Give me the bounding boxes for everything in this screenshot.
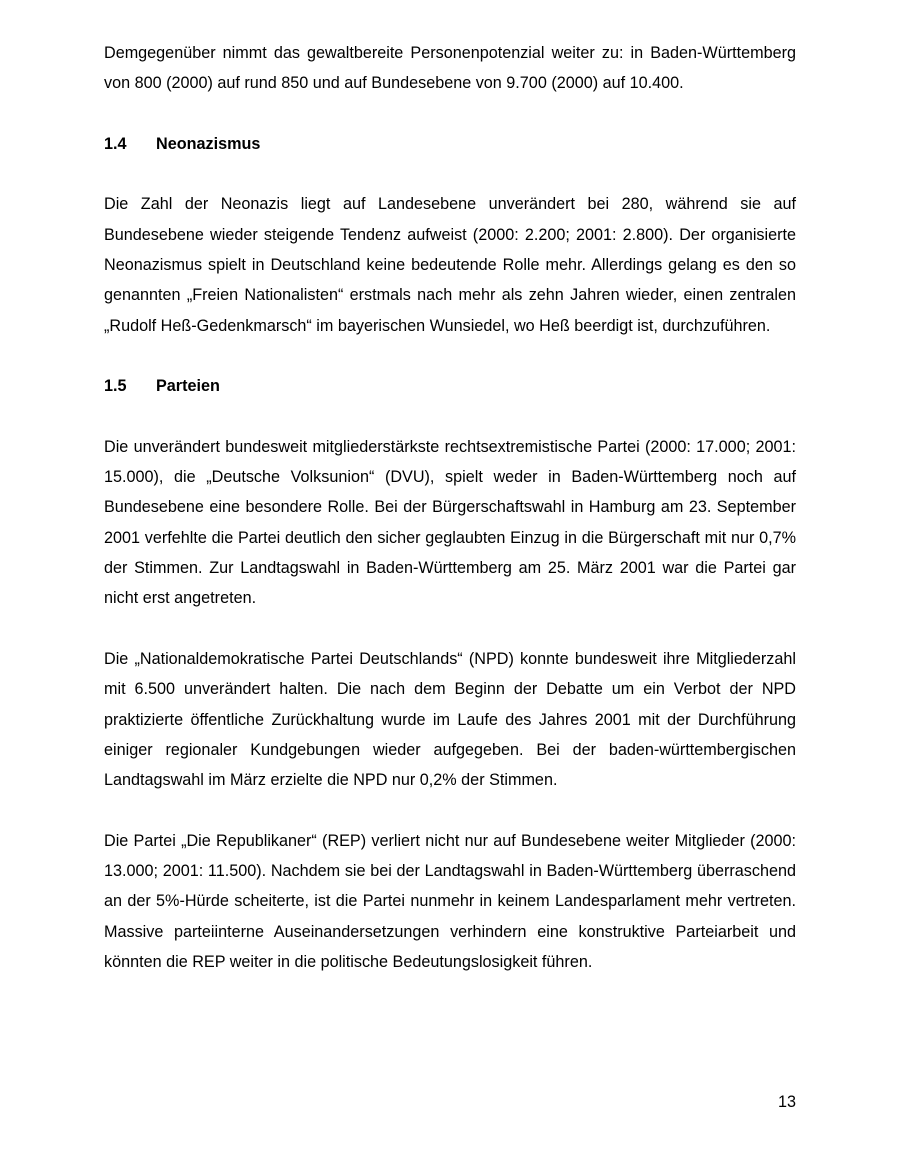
spacer xyxy=(104,159,796,189)
section-heading-parteien xyxy=(104,371,796,401)
section-heading-neonazismus xyxy=(104,129,796,159)
paragraph-neonazis: Die Zahl der Neonazis liegt auf Landesebene unverändert bei 280, während sie auf Bundesebene wieder steigende Tendenz aufweist (2000: 2.200; 2001: 2.800). Der organisierte Neonazismus spielt in Deutschland keine bedeutende Rolle mehr. Allerdings gelang es den so genannten „Freien Nationalisten“ erstmals nach mehr als zehn Jahren wieder, einen zentralen „Rudolf Heß-Gedenkmarsch“ im bayerischen Wunsiedel, wo Heß beerdigt ist, durchzuführen. xyxy=(104,195,796,335)
paragraph-republikaner: Die Partei „Die Republikaner“ (REP) verliert nicht nur auf Bundesebene weiter Mitglieder (2000: 13.000; 2001: 11.500). Nachdem sie bei der Landtagswahl in Baden-Württemberg überraschend an der 5%-Hürde scheiterte, ist die Partei nunmehr in keinem Landesparlament mehr vertreten. Massive parteiinterne Auseinandersetzungen verhindern eine konstruktive Parteiarbeit und könnten die REP weiter in die politische Bedeutungslosigkeit führen. xyxy=(104,831,796,971)
document-page xyxy=(104,38,796,977)
spacer xyxy=(104,795,796,825)
spacer xyxy=(104,402,796,432)
section-number: 1.4 xyxy=(104,134,127,153)
paragraph-npd: Die „Nationaldemokratische Partei Deutschlands“ (NPD) konnte bundesweit ihre Mitgliederzahl mit 6.500 unverändert halten. Die nach dem Beginn der Debatte um ein Verbot der NPD praktizierte öffentliche Zurückhaltung wurde im Laufe des Jahres 2001 mit der Durchführung einiger regionaler Kundgebungen wieder aufgegeben. Bei der baden-württembergischen Landtagswahl im März erzielte die NPD nur 0,2% der Stimmen. xyxy=(104,649,796,790)
paragraph-dvu: Die unverändert bundesweit mitgliederstärkste rechtsextremistische Partei (2000: 17.000; 2001: 15.000), die „Deutsche Volksunion“ (DVU), spielt weder in Baden-Württemberg noch auf Bundesebene eine besondere Rolle. Bei der Bürgerschaftswahl in Hamburg am 23. September 2001 verfehlte die Partei deutlich den sicher geglaubten Einzug in die Bürgerschaft mit nur 0,7% der Stimmen. Zur Landtagswahl in Baden-Württemberg am 25. März 2001 war die Partei gar nicht erst angetreten. xyxy=(104,437,796,608)
section-number: 1.5 xyxy=(104,377,127,396)
page-number: 13 xyxy=(777,1093,796,1111)
spacer xyxy=(104,341,796,371)
spacer xyxy=(104,614,796,644)
section-title: Parteien xyxy=(156,377,220,396)
paragraph-violence-potential: Demgegenüber nimmt das gewaltbereite Personenpotenzial weiter zu: in Baden-Württemberg von 800 (2000) auf rund 850 und auf Bundesebene von 9.700 (2000) auf 10.400. xyxy=(104,44,796,93)
spacer xyxy=(104,99,796,129)
section-title: Neonazismus xyxy=(156,134,261,153)
